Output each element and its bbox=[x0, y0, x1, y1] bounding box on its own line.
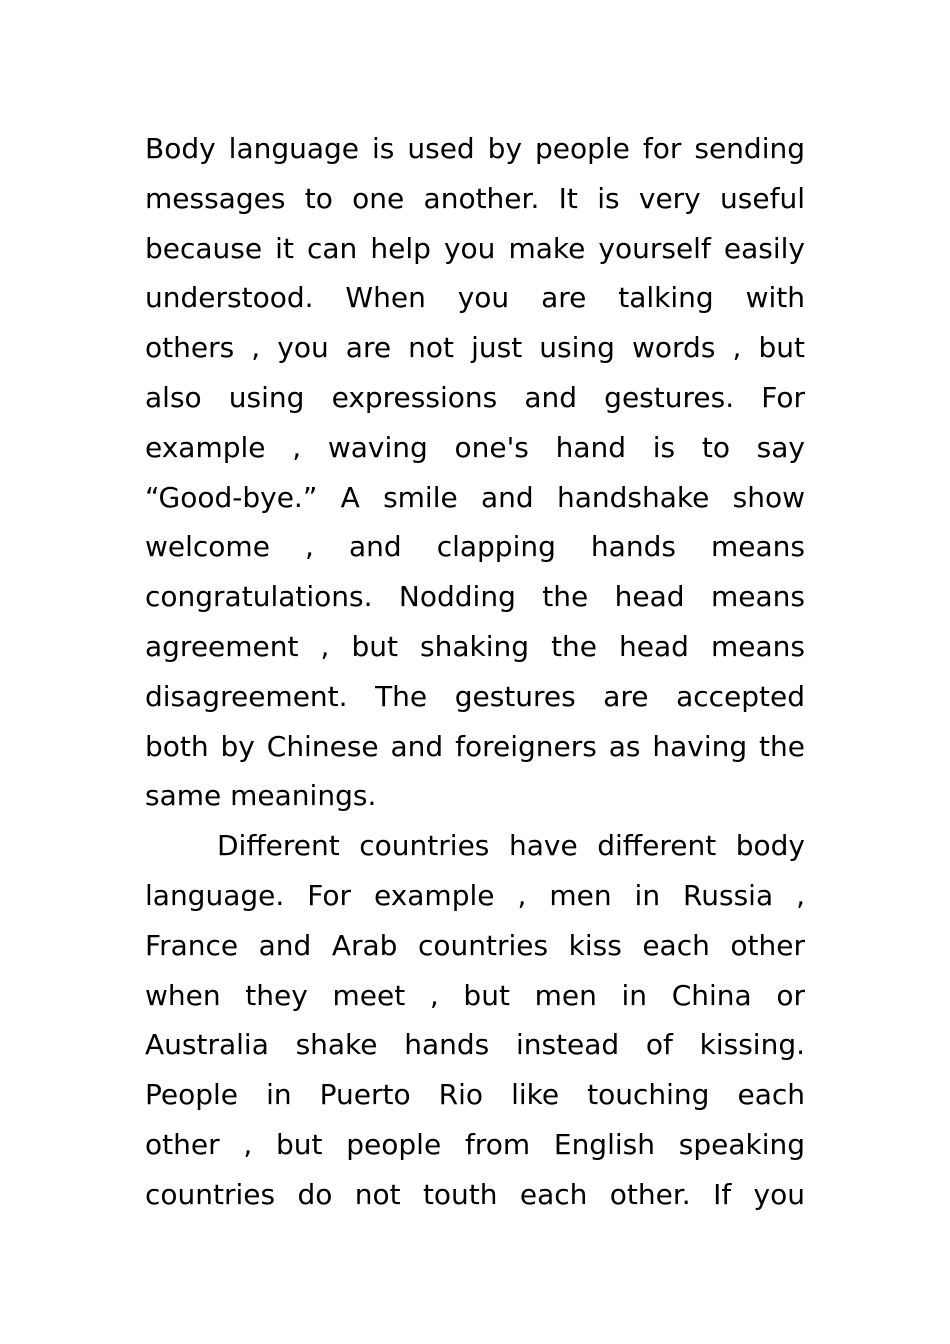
paragraph-2 bbox=[145, 821, 805, 1219]
paragraph-1 bbox=[145, 124, 805, 821]
text-line: when they meet , but men in China or bbox=[145, 978, 805, 1012]
text-line: example , waving one's hand is to say bbox=[145, 430, 805, 464]
text-line: messages to one another. It is very useful bbox=[145, 181, 805, 215]
text-line: People in Puerto Rio like touching each bbox=[145, 1078, 805, 1112]
text-line: because it can help you make yourself easily bbox=[145, 231, 805, 265]
text-line: welcome , and clapping hands means bbox=[145, 530, 805, 564]
text-line: Australia shake hands instead of kissing. bbox=[145, 1028, 805, 1062]
text-line: same meanings. bbox=[145, 779, 377, 813]
text-line: “Good-bye.” A smile and handshake show bbox=[145, 480, 805, 514]
body-text bbox=[145, 124, 805, 1220]
text-line: congratulations. Nodding the head means bbox=[145, 580, 805, 614]
text-line: understood. When you are talking with bbox=[145, 281, 805, 315]
text-line: others , you are not just using words , but bbox=[145, 331, 805, 365]
text-line: language. For example , men in Russia , bbox=[145, 878, 805, 912]
text-line: agreement , but shaking the head means bbox=[145, 629, 805, 663]
text-line: other , but people from English speaking bbox=[145, 1127, 805, 1161]
text-line: Body language is used by people for sending bbox=[145, 132, 805, 165]
text-line: France and Arab countries kiss each other bbox=[145, 928, 805, 962]
text-line: countries do not touth each other. If you bbox=[145, 1177, 805, 1211]
text-line: Different countries have different body bbox=[217, 829, 805, 863]
text-line: both by Chinese and foreigners as having the bbox=[145, 729, 805, 763]
text-line: also using expressions and gestures. For bbox=[145, 380, 805, 414]
text-line: disagreement. The gestures are accepted bbox=[145, 679, 805, 713]
